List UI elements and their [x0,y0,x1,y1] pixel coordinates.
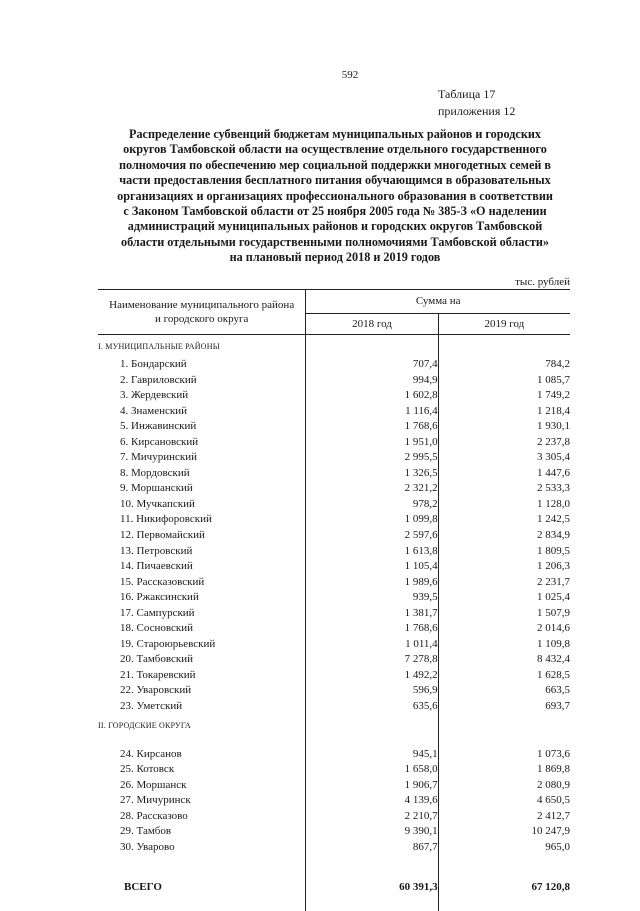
table-row [98,621,570,637]
amount-2019: 2 080,9 [438,778,570,794]
municipality-name: 10. Мучкапский [98,497,306,513]
municipality-name: 5. Инжавинский [98,419,306,435]
amount-2019: 3 305,4 [438,450,570,466]
title-line: полномочия по обеспечению мер социальной поддержки многодетных семей в [100,158,570,173]
municipality-name: 7. Мичуринский [98,450,306,466]
section-row [98,335,570,358]
column-header-name-line: и городского округа [98,312,305,326]
amount-2019: 1 809,5 [438,544,570,560]
municipality-name: 22. Уваровский [98,683,306,699]
amount-2019: 2 014,6 [438,621,570,637]
amount-2019: 1 128,0 [438,497,570,513]
section-label: I. МУНИЦИПАЛЬНЫЕ РАЙОНЫ [98,335,306,358]
units-label: тыс. рублей [480,276,570,288]
table-row [98,840,570,856]
amount-2018: 9 390,1 [306,824,438,840]
column-header-name [98,290,306,335]
amount-2018: 2 597,6 [306,528,438,544]
title-line: организациях и организациях профессионального образования в соответствии [100,189,570,204]
table-row [98,404,570,420]
total-2018: 60 391,3 [306,855,438,897]
amount-2019: 1 073,6 [438,747,570,763]
amount-2019: 1 869,8 [438,762,570,778]
table-row [98,357,570,373]
table-row [98,497,570,513]
amount-2019: 2 412,7 [438,809,570,825]
municipality-name: 4. Знаменский [98,404,306,420]
column-header-2019: 2019 год [438,313,570,334]
municipality-name: 28. Рассказово [98,809,306,825]
amount-2018: 707,4 [306,357,438,373]
municipality-name: 23. Уметский [98,699,306,715]
amount-2018: 1 105,4 [306,559,438,575]
amount-2018: 1 381,7 [306,606,438,622]
municipality-name: 21. Токаревский [98,668,306,684]
amount-2019: 1 085,7 [438,373,570,389]
amount-2018: 1 989,6 [306,575,438,591]
municipality-name: 29. Тамбов [98,824,306,840]
amount-2019: 1 218,4 [438,404,570,420]
table-row [98,747,570,763]
column-header-2018: 2018 год [306,313,438,334]
table-row [98,824,570,840]
amount-2019: 1 206,3 [438,559,570,575]
municipality-name: 15. Рассказовский [98,575,306,591]
table-row [98,699,570,715]
section-label: II. ГОРОДСКИЕ ОКРУГА [98,715,306,737]
table-row [98,450,570,466]
municipality-name: 16. Ржаксинский [98,590,306,606]
municipality-name: 24. Кирсанов [98,747,306,763]
amount-2019: 965,0 [438,840,570,856]
table-body [98,335,570,911]
municipality-name: 2. Гавриловский [98,373,306,389]
appendix-reference: приложения 12 [438,103,515,120]
table-row [98,683,570,699]
column-header-name-line: Наименование муниципального района [98,298,305,312]
total-2019: 67 120,8 [438,855,570,897]
amount-2018: 1 768,6 [306,419,438,435]
amount-2019: 4 650,5 [438,793,570,809]
table-row [98,544,570,560]
amount-2018: 1 768,6 [306,621,438,637]
subsidy-table [98,289,570,911]
municipality-name: 8. Мордовский [98,466,306,482]
amount-2018: 939,5 [306,590,438,606]
table-row [98,762,570,778]
table-row [98,388,570,404]
amount-2019: 1 025,4 [438,590,570,606]
amount-2018: 596,9 [306,683,438,699]
amount-2018: 1 658,0 [306,762,438,778]
title-line: части предоставления бесплатного питания обучающимся в образовательных [100,173,570,188]
amount-2018: 1 906,7 [306,778,438,794]
section-row [98,715,570,737]
municipality-name: 30. Уварово [98,840,306,856]
municipality-name: 11. Никифоровский [98,512,306,528]
table-reference [438,86,515,120]
amount-2019: 2 834,9 [438,528,570,544]
table-row [98,606,570,622]
amount-2018: 867,7 [306,840,438,856]
title-line: на плановый период 2018 и 2019 годов [100,250,570,265]
amount-2018: 2 210,7 [306,809,438,825]
table-row [98,590,570,606]
amount-2018: 1 326,5 [306,466,438,482]
amount-2018: 978,2 [306,497,438,513]
municipality-name: 6. Кирсановский [98,435,306,451]
table-row [98,778,570,794]
table-row [98,481,570,497]
amount-2019: 663,5 [438,683,570,699]
amount-2019: 2 237,8 [438,435,570,451]
document-title [100,127,570,266]
amount-2018: 2 321,2 [306,481,438,497]
title-line: Распределение субвенций бюджетам муниципальных районов и городских [100,127,570,142]
title-line: области отдельными государственными полномочиями Тамбовской области» [100,235,570,250]
table-row [98,637,570,653]
table-row [98,575,570,591]
municipality-name: 17. Сампурский [98,606,306,622]
municipality-name: 20. Тамбовский [98,652,306,668]
amount-2018: 1 116,4 [306,404,438,420]
amount-2018: 994,9 [306,373,438,389]
amount-2019: 2 231,7 [438,575,570,591]
table-row [98,652,570,668]
municipality-name: 13. Петровский [98,544,306,560]
table-row [98,668,570,684]
amount-2019: 1 628,5 [438,668,570,684]
municipality-name: 1. Бондарский [98,357,306,373]
total-label: ВСЕГО [98,855,306,897]
amount-2018: 2 995,5 [306,450,438,466]
amount-2018: 1 951,0 [306,435,438,451]
amount-2018: 1 099,8 [306,512,438,528]
amount-2019: 1 109,8 [438,637,570,653]
amount-2019: 693,7 [438,699,570,715]
table-row [98,528,570,544]
amount-2018: 945,1 [306,747,438,763]
amount-2018: 4 139,6 [306,793,438,809]
amount-2019: 8 432,4 [438,652,570,668]
municipality-name: 27. Мичуринск [98,793,306,809]
table-row [98,559,570,575]
amount-2019: 1 749,2 [438,388,570,404]
column-header-sum: Сумма на [306,290,570,314]
table-row [98,373,570,389]
title-line: администраций муниципальных районов и городских округов Тамбовской [100,219,570,234]
table-row [98,793,570,809]
municipality-name: 12. Первомайский [98,528,306,544]
total-row [98,855,570,897]
amount-2019: 1 242,5 [438,512,570,528]
amount-2018: 1 613,8 [306,544,438,560]
amount-2018: 1 011,4 [306,637,438,653]
amount-2019: 1 930,1 [438,419,570,435]
municipality-name: 19. Староюрьевский [98,637,306,653]
municipality-name: 14. Пичаевский [98,559,306,575]
table-row [98,466,570,482]
title-line: с Законом Тамбовской области от 25 ноября 2005 года № 385-З «О наделении [100,204,570,219]
amount-2018: 1 492,2 [306,668,438,684]
table-number: Таблица 17 [438,86,515,103]
amount-2019: 1 447,6 [438,466,570,482]
amount-2019: 2 533,3 [438,481,570,497]
title-line: округов Тамбовской области на осуществление отдельного государственного [100,142,570,157]
municipality-name: 25. Котовск [98,762,306,778]
amount-2018: 1 602,8 [306,388,438,404]
municipality-name: 26. Моршанск [98,778,306,794]
page-number: 592 [30,69,640,81]
amount-2018: 7 278,8 [306,652,438,668]
municipality-name: 18. Сосновский [98,621,306,637]
municipality-name: 3. Жердевский [98,388,306,404]
amount-2018: 635,6 [306,699,438,715]
table-row [98,435,570,451]
municipality-name: 9. Моршанский [98,481,306,497]
amount-2019: 1 507,9 [438,606,570,622]
amount-2019: 10 247,9 [438,824,570,840]
table-row [98,512,570,528]
table-row [98,419,570,435]
amount-2019: 784,2 [438,357,570,373]
table-row [98,809,570,825]
